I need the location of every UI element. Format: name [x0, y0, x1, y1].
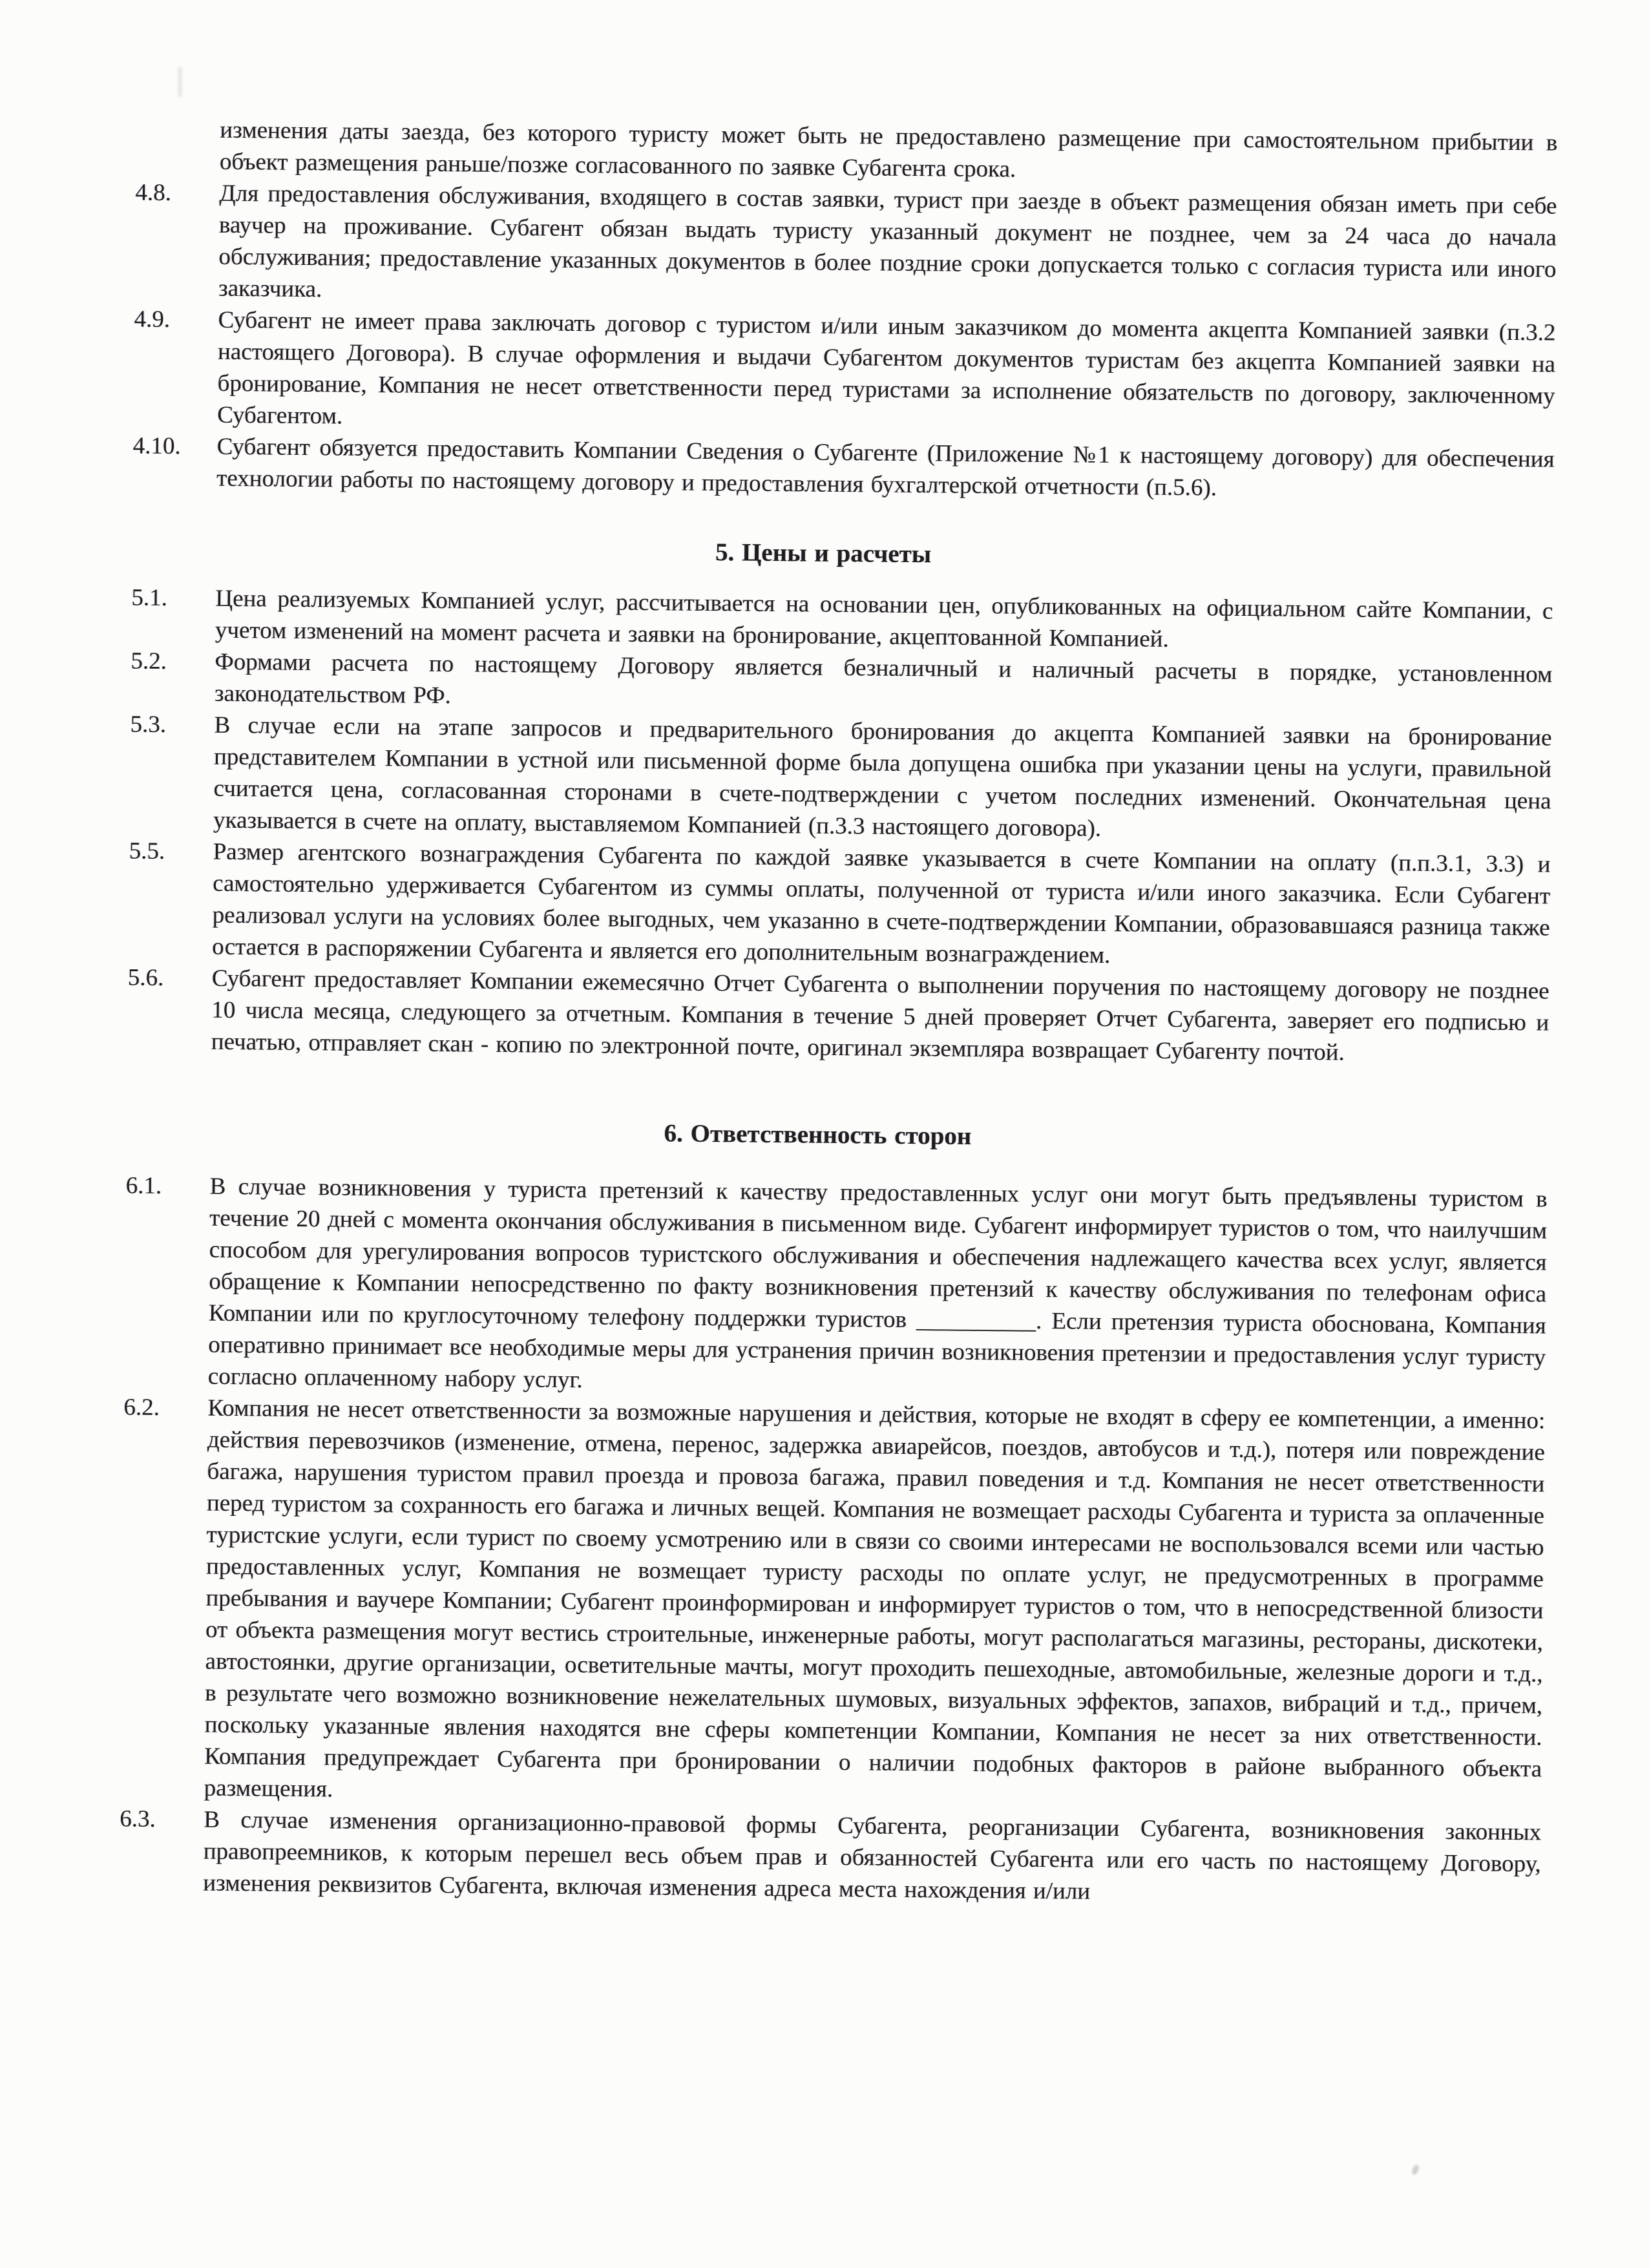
clause-4-9 — [133, 303, 1556, 443]
clause-text: В случае возникновения у туриста претензий к качеству предоставленных услуг они могут быть предъявлены туристом в течение 20 дней с момента окончания обслуживания в письменном виде. Субагент информирует туристов о том, что наилучшим способом для урегулирования вопросов туристского обслуживания и обеспечения надлежащего качества всех услуг, является обращение к Компании непосредственно по факту возникновения претензий к качеству обслуживания по телефонам офиса Компании или по круглосуточному телефону поддержки туристов __________. Если претензия туриста обоснована, Компания оперативно принимает все необходимые меры для устранения причин возникновения претензии и предоставления услуг туристу согласно оплаченному набору услуг. — [207, 1173, 1548, 1394]
clause-number: 5.3. — [130, 711, 167, 738]
clause-4-8 — [134, 176, 1557, 317]
clause-text: Для предоставления обслуживания, входящего в состав заявки, турист при заезде в объект размещения обязан иметь при себе ваучер на проживание. Субагент обязан выдать туристу указанный документ не позднее, чем за 24 часа до начала обслуживания; предоставление указанных документов в более поздние сроки допускается только с согласия туриста или иного заказчика. — [218, 180, 1557, 303]
clause-text: В случае изменения организационно-правовой формы Субагента, реорганизации Субагента, возникновения законных правопреемников, к которым перешел весь объем прав и обязанностей Субагента или его часть по настоящему Договору, изменения реквизитов Субагента, включая изменения адреса места нахождения и/или — [203, 1806, 1542, 1905]
scan-speck — [1411, 2164, 1420, 2176]
clause-text: Субагент предоставляет Компании ежемесячно Отчет Субагента о выполнении поручения по настоящему договору не позднее 10 числа месяца, следующего за отчетным. Компания в течение 5 дней проверяет Отчет Субагента, заверяет его подписью и печатью, отправляет скан - копию по электронной почте, оригинал экземпляра возвращает Субагенту почтой. — [211, 965, 1549, 1066]
clause-6-1 — [124, 1170, 1548, 1405]
clause-number: 6.2. — [123, 1394, 160, 1421]
clause-4-10 — [132, 430, 1555, 507]
scan-speck — [178, 67, 182, 97]
clause-number: 6.1. — [125, 1172, 162, 1199]
clause-text: Размер агентского вознаграждения Субагента по каждой заявке указывается в счете Компании на оплату (п.п.3.1, 3.3) и самостоятельно удерживается Субагентом из суммы оплаты, полученной от туриста и/или иного заказчика. Если Субагент реализовал услуги на условиях более выгодных, чем указанно в счете-подтверждении Компании, образовавшаяся разница также остается в распоряжении Субагента и является его дополнительным вознаграждением. — [212, 838, 1551, 969]
clause-number: 5.2. — [131, 647, 167, 675]
document-content — [119, 113, 1557, 1911]
clause-text: Субагент не имеет права заключать договор с туристом и/или иным заказчиком до момента акцепта Компанией заявки (п.3.2 настоящего Договора). В случае оформления и выдачи Субагентом документов туристам без акцепта Компанией заявки на бронирование, Компания не несет ответственности перед туристами за исполнение обязательств по договору, заключенному Субагентом. — [216, 306, 1556, 430]
clause-text: Формами расчета по настоящему Договору является безналичный и наличный расчеты в порядке, установленном законодательством РФ. — [214, 648, 1553, 709]
clause-number: 4.9. — [134, 306, 171, 333]
clause-text: Компания не несет ответственности за возможные нарушения и действия, которые не входят в сферу ее компетенции, а именно: действия перевозчиков (изменение, отмена, перенос, задержка авиарейсов, поездов, автобусов и т.д.), потеря или повреждение багажа, нарушения туристом правил проезда и провоза багажа, правил поведения и т.д. Компания не несет ответственности перед туристом за сохранность его багажа и личных вещей. Компания не возмещает расходы Субагента и туриста за оплаченные туристские услуги, если турист по своему усмотрению или в связи со своими интересами не воспользовался всеми или частью предоставленных услуг, Компания не возмещает туристу расходы по оплате услуг, не предусмотренных в программе пребывания и ваучере Компании; Субагент проинформирован и информирует туристов о том, что в непосредственной близости от объекта размещения могут вестись строительные, инженерные работы, могут располагаться магазины, рестораны, дискотеки, автостоянки, другие организации, осветительные мачты, могут проходить пешеходные, автомобильные, железные дороги и т.д., в результате чего возможно возникновение нежелательных шумовых, визуальных эффектов, запахов, вибраций и т.д., причем, поскольку указанные явления находятся вне сферы компетенции Компании, Компания не несет за них ответственности. Компания предупреждает Субагента при бронировании о наличии подобных факторов в районе выбранного объекта размещения. — [204, 1394, 1546, 1803]
clause-number: 5.6. — [127, 964, 164, 991]
clause-number: 4.10. — [132, 432, 181, 460]
clause-text: Субагент обязуется предоставить Компании Сведения о Субагенте (Приложение №1 к настоящему договору) для обеспечения технологии работы по настоящему договору и предоставления бухгалтерской отчетности (п.5.6). — [216, 433, 1555, 501]
clause-text: Цена реализуемых Компанией услуг, рассчитывается на основании цен, опубликованных на официальном сайте Компании, с учетом изменений на момент расчета и заявки на бронирование, акцептованной Компанией. — [215, 585, 1553, 653]
section-6-heading: 6. Ответственность сторон — [664, 1119, 972, 1150]
clause-6-2 — [120, 1391, 1546, 1816]
clause-6-3 — [119, 1803, 1541, 1911]
clause-5-6 — [127, 961, 1549, 1070]
section-5-heading: 5. Цены и расчеты — [715, 538, 932, 569]
clause-5-3 — [129, 708, 1552, 848]
clause-number: 4.8. — [135, 179, 172, 207]
clause-number: 6.3. — [120, 1805, 156, 1832]
clause-text: В случае если на этапе запросов и предварительного бронирования до акцепта Компанией заявки на бронирование представителем Компании в устной или письменной форме была допущена ошибка при указании цены на услуги, правильной считается цена, согласованная сторонами в счете-подтверждении с учетом последних изменений. Окончательная цена указывается в счете на оплату, выставляемом Компанией (п.3.3 настоящего договора). — [213, 711, 1552, 842]
clause-5-5 — [128, 835, 1551, 975]
intro-continuation-paragraph: изменения даты заезда, без которого туристу может быть не предоставлено размещение при самостоятельном прибытии в объект размещения раньше/позже согласованного по заявке Субагента срока. — [219, 116, 1558, 183]
clause-number: 5.5. — [129, 837, 165, 865]
clause-number: 5.1. — [131, 584, 168, 611]
